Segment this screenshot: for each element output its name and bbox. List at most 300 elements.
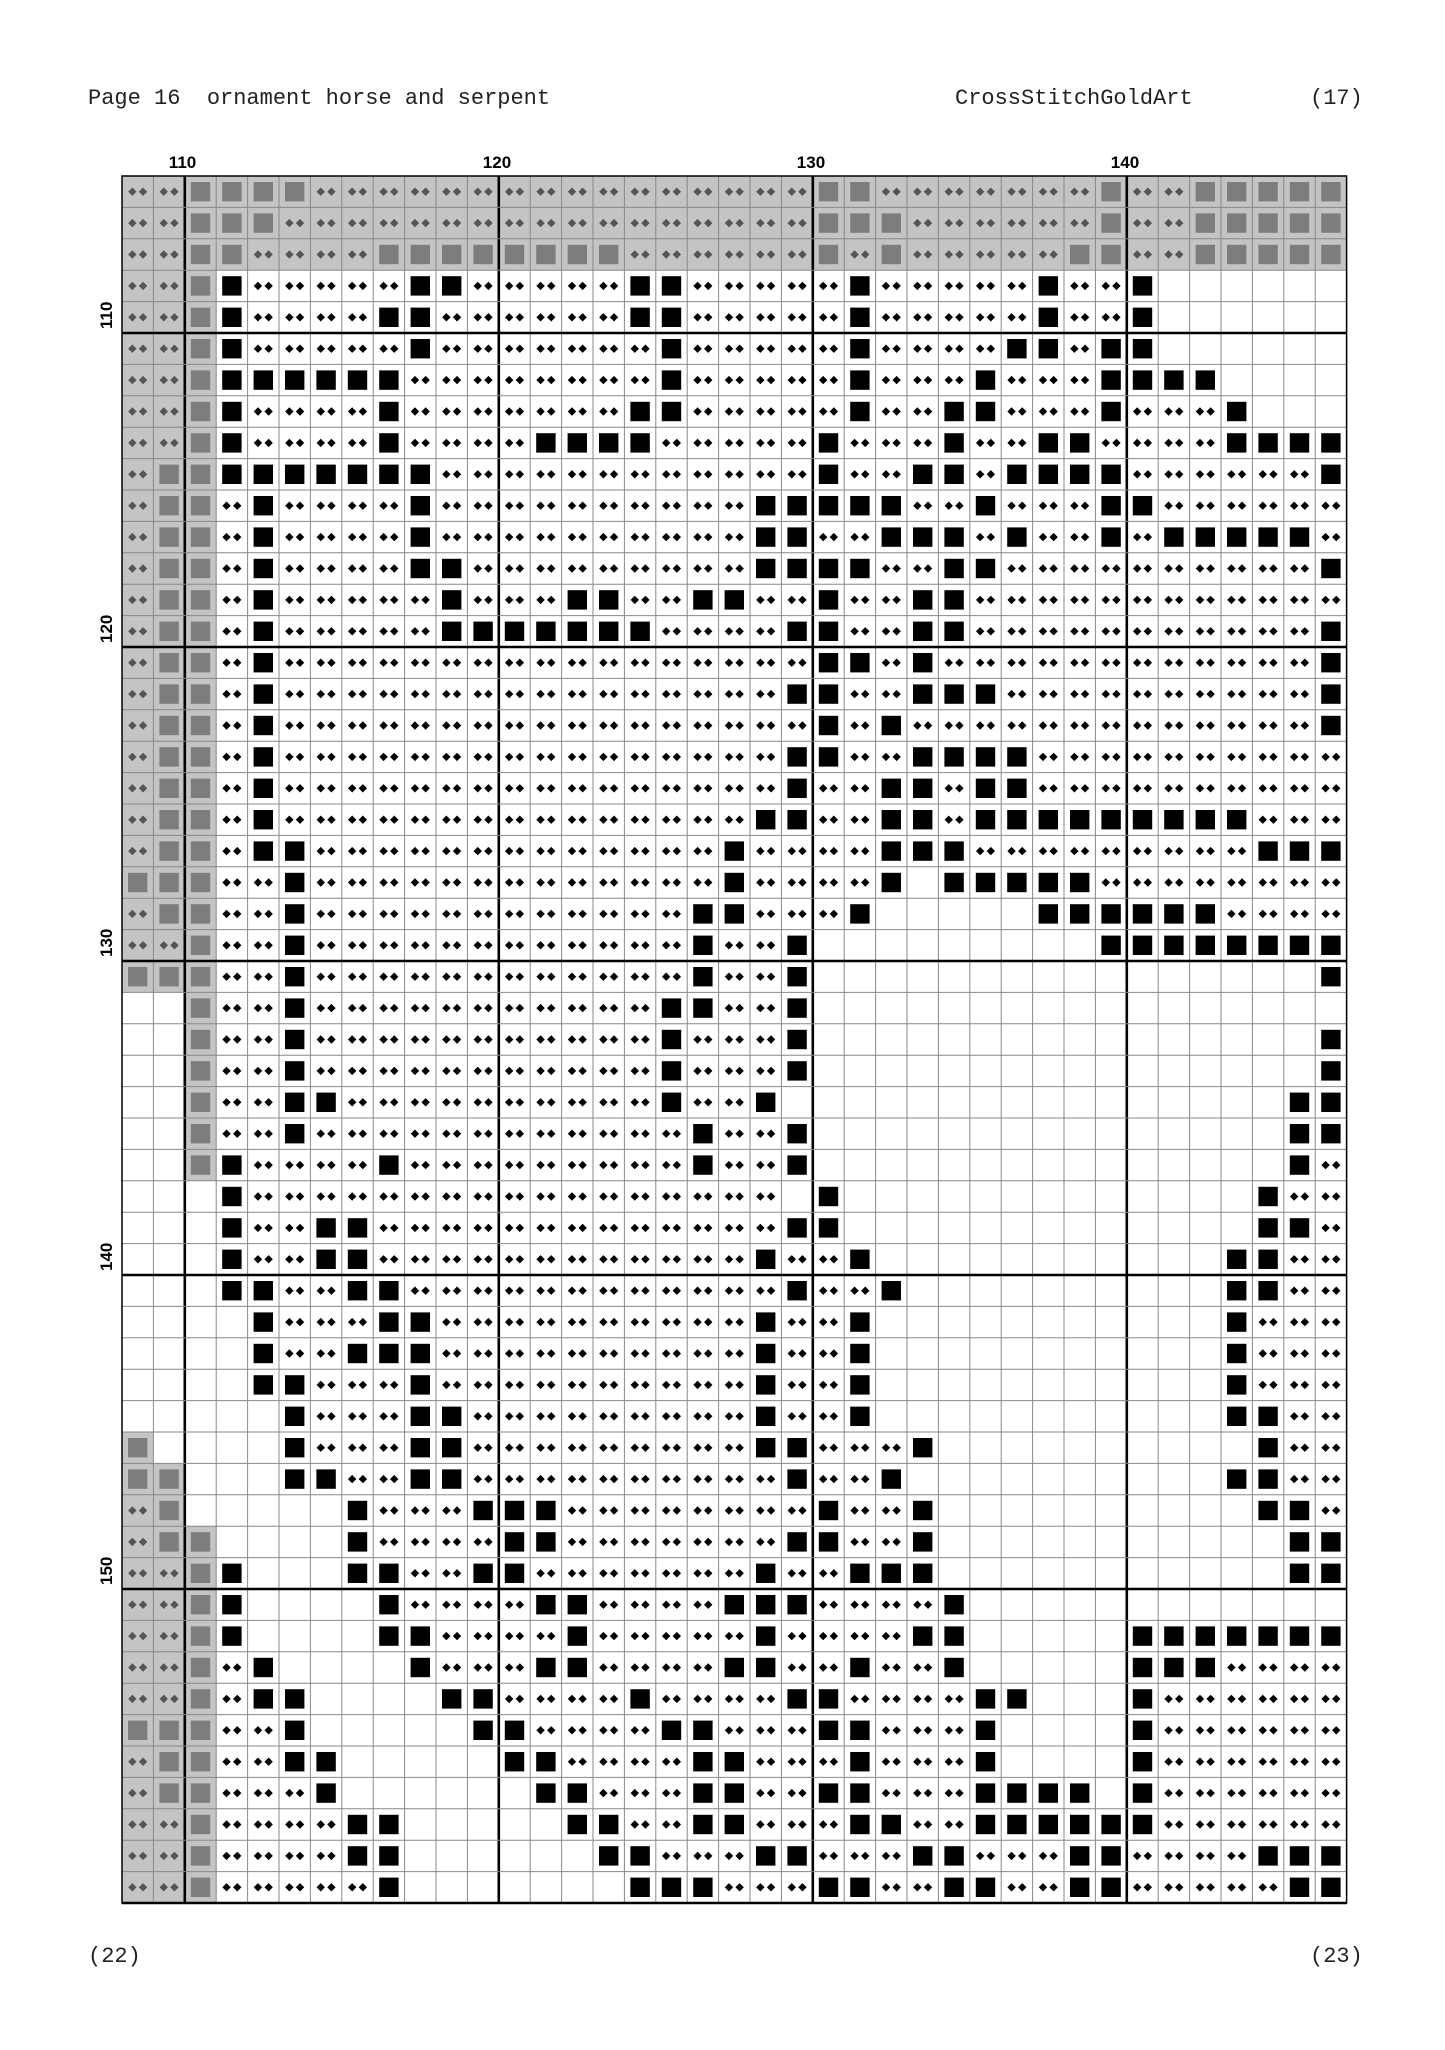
- diamond-symbol: [830, 376, 838, 384]
- diamond-symbol: [1269, 753, 1277, 761]
- diamond-symbol: [662, 1852, 670, 1860]
- stitch-square: [505, 622, 524, 641]
- stitch-square: [756, 1438, 775, 1457]
- diamond-symbol: [830, 910, 838, 918]
- diamond-symbol: [453, 1192, 461, 1200]
- diamond-symbol: [704, 1067, 712, 1075]
- diamond-symbol: [1259, 1789, 1267, 1797]
- stitch-square: [442, 622, 461, 641]
- diamond-symbol: [474, 282, 482, 290]
- diamond-symbol: [693, 533, 701, 541]
- diamond-symbol: [327, 313, 335, 321]
- diamond-symbol: [296, 1883, 304, 1891]
- diamond-symbol: [704, 533, 712, 541]
- diamond-symbol: [1144, 596, 1152, 604]
- diamond-symbol: [704, 313, 712, 321]
- diamond-symbol: [631, 1130, 639, 1138]
- diamond-symbol: [767, 910, 775, 918]
- diamond-symbol: [924, 1789, 932, 1797]
- diamond-symbol: [379, 1412, 387, 1420]
- diamond-symbol: [673, 1349, 681, 1357]
- stitch-square: [819, 1187, 838, 1206]
- diamond-symbol: [819, 910, 827, 918]
- diamond-symbol: [1332, 1224, 1340, 1232]
- diamond-symbol: [327, 1883, 335, 1891]
- overlap-square: [159, 559, 178, 578]
- diamond-symbol: [641, 1475, 649, 1483]
- stitch-square: [882, 779, 901, 798]
- stitch-square: [316, 465, 335, 484]
- stitch-square: [1039, 465, 1058, 484]
- diamond-symbol: [1196, 596, 1204, 604]
- diamond-symbol: [421, 1130, 429, 1138]
- overlap-square: [568, 245, 587, 264]
- diamond-symbol: [819, 847, 827, 855]
- diamond-symbol: [1112, 753, 1120, 761]
- diamond-symbol: [442, 1098, 450, 1106]
- stitch-square: [630, 276, 649, 295]
- diamond-symbol: [1321, 1192, 1329, 1200]
- diamond-symbol: [1133, 659, 1141, 667]
- diamond-symbol: [1227, 1695, 1235, 1703]
- overlap-cell: [153, 1620, 184, 1651]
- stitch-square: [913, 1501, 932, 1520]
- diamond-symbol: [662, 1789, 670, 1797]
- diamond-symbol: [233, 564, 241, 572]
- stitch-square: [1227, 433, 1246, 452]
- diamond-symbol: [421, 753, 429, 761]
- stitch-square: [1070, 465, 1089, 484]
- overlap-cell: [153, 1589, 184, 1620]
- stitch-square: [1101, 1878, 1120, 1897]
- diamond-symbol: [1301, 1820, 1309, 1828]
- diamond-symbol: [662, 816, 670, 824]
- diamond-symbol: [850, 1601, 858, 1609]
- diamond-symbol: [1196, 1883, 1204, 1891]
- overlap-square: [159, 684, 178, 703]
- stitch-square: [976, 684, 995, 703]
- diamond-symbol: [819, 1663, 827, 1671]
- overlap-cell: [436, 176, 467, 207]
- diamond-symbol: [945, 659, 953, 667]
- diamond-symbol: [830, 784, 838, 792]
- diamond-symbol: [662, 533, 670, 541]
- diamond-symbol: [1290, 564, 1298, 572]
- diamond-symbol: [578, 564, 586, 572]
- stitch-square: [379, 370, 398, 389]
- diamond-symbol: [662, 1412, 670, 1420]
- diamond-symbol: [1164, 878, 1172, 886]
- diamond-symbol: [725, 753, 733, 761]
- diamond-symbol: [411, 1255, 419, 1263]
- diamond-symbol: [735, 1883, 743, 1891]
- stitch-square: [787, 622, 806, 641]
- diamond-symbol: [631, 1444, 639, 1452]
- stitch-square: [787, 684, 806, 703]
- overlap-square: [1196, 213, 1215, 232]
- diamond-symbol: [641, 1412, 649, 1420]
- diamond-symbol: [254, 878, 262, 886]
- diamond-symbol: [411, 1067, 419, 1075]
- stitch-square: [1196, 527, 1215, 546]
- stitch-square: [1321, 1124, 1340, 1143]
- diamond-symbol: [861, 1475, 869, 1483]
- diamond-symbol: [379, 690, 387, 698]
- overlap-cell: [153, 1652, 184, 1683]
- diamond-symbol: [516, 878, 524, 886]
- diamond-symbol: [327, 1318, 335, 1326]
- stitch-square: [1227, 1375, 1246, 1394]
- stitch-square: [1321, 1030, 1340, 1049]
- diamond-symbol: [1290, 1381, 1298, 1389]
- diamond-symbol: [756, 1758, 764, 1766]
- diamond-symbol: [725, 659, 733, 667]
- diamond-symbol: [819, 1569, 827, 1577]
- diamond-symbol: [1196, 1695, 1204, 1703]
- diamond-symbol: [1206, 439, 1214, 447]
- diamond-symbol: [390, 1130, 398, 1138]
- diamond-symbol: [788, 1318, 796, 1326]
- stitch-square: [1321, 1061, 1340, 1080]
- diamond-symbol: [222, 1695, 230, 1703]
- diamond-symbol: [359, 1475, 367, 1483]
- diamond-symbol: [264, 1035, 272, 1043]
- diamond-symbol: [704, 1663, 712, 1671]
- diamond-symbol: [599, 1035, 607, 1043]
- diamond-symbol: [359, 1004, 367, 1012]
- diamond-symbol: [1206, 659, 1214, 667]
- stitch-square: [348, 1564, 367, 1583]
- diamond-symbol: [536, 1192, 544, 1200]
- diamond-symbol: [474, 596, 482, 604]
- diamond-symbol: [861, 690, 869, 698]
- diamond-symbol: [725, 1444, 733, 1452]
- diamond-symbol: [442, 1004, 450, 1012]
- diamond-symbol: [327, 1412, 335, 1420]
- stitch-square: [316, 1469, 335, 1488]
- diamond-symbol: [610, 1067, 618, 1075]
- diamond-symbol: [442, 1538, 450, 1546]
- diamond-symbol: [610, 1004, 618, 1012]
- diamond-symbol: [735, 1852, 743, 1860]
- diamond-symbol: [631, 941, 639, 949]
- overlap-square: [1101, 245, 1120, 264]
- overlap-cell: [122, 364, 153, 395]
- diamond-symbol: [233, 847, 241, 855]
- diamond-symbol: [693, 1601, 701, 1609]
- diamond-symbol: [955, 816, 963, 824]
- diamond-symbol: [641, 941, 649, 949]
- diamond-symbol: [631, 533, 639, 541]
- diamond-symbol: [1238, 1852, 1246, 1860]
- diamond-symbol: [756, 407, 764, 415]
- diamond-symbol: [568, 1412, 576, 1420]
- diamond-symbol: [1206, 407, 1214, 415]
- diamond-symbol: [568, 564, 576, 572]
- diamond-symbol: [924, 1758, 932, 1766]
- diamond-symbol: [599, 784, 607, 792]
- stitch-square: [285, 1061, 304, 1080]
- diamond-symbol: [285, 502, 293, 510]
- diamond-symbol: [1301, 596, 1309, 604]
- diamond-symbol: [285, 1820, 293, 1828]
- stitch-square: [1007, 873, 1026, 892]
- diamond-symbol: [536, 313, 544, 321]
- diamond-symbol: [1081, 533, 1089, 541]
- diamond-symbol: [599, 847, 607, 855]
- diamond-symbol: [987, 282, 995, 290]
- stitch-square: [1070, 1783, 1089, 1802]
- diamond-symbol: [348, 753, 356, 761]
- diamond-symbol: [662, 721, 670, 729]
- stitch-square: [756, 1375, 775, 1394]
- diamond-symbol: [474, 878, 482, 886]
- diamond-symbol: [285, 659, 293, 667]
- diamond-symbol: [1321, 1412, 1329, 1420]
- stitch-square: [1101, 527, 1120, 546]
- stitch-square: [1258, 1407, 1277, 1426]
- stitch-square: [316, 370, 335, 389]
- stitch-square: [787, 1218, 806, 1237]
- diamond-symbol: [1049, 690, 1057, 698]
- overlap-cell: [342, 176, 373, 207]
- diamond-symbol: [379, 816, 387, 824]
- stitch-square: [285, 936, 304, 955]
- diamond-symbol: [233, 502, 241, 510]
- overlap-cell: [593, 176, 624, 207]
- diamond-symbol: [484, 533, 492, 541]
- diamond-symbol: [599, 1412, 607, 1420]
- diamond-symbol: [673, 1130, 681, 1138]
- diamond-symbol: [1175, 502, 1183, 510]
- diamond-symbol: [1102, 690, 1110, 698]
- stitch-square: [882, 873, 901, 892]
- diamond-symbol: [536, 1726, 544, 1734]
- overlap-square: [819, 213, 838, 232]
- diamond-symbol: [767, 721, 775, 729]
- diamond-symbol: [348, 1381, 356, 1389]
- diamond-symbol: [1196, 753, 1204, 761]
- stitch-cells: [122, 176, 1347, 1903]
- diamond-symbol: [264, 1098, 272, 1106]
- diamond-symbol: [421, 407, 429, 415]
- diamond-symbol: [484, 502, 492, 510]
- overlap-cell: [122, 1495, 153, 1526]
- diamond-symbol: [568, 1067, 576, 1075]
- diamond-symbol: [913, 407, 921, 415]
- diamond-symbol: [222, 533, 230, 541]
- diamond-symbol: [516, 439, 524, 447]
- stitch-square: [1321, 1626, 1340, 1645]
- overlap-cell: [624, 207, 655, 238]
- diamond-symbol: [1321, 1758, 1329, 1766]
- diamond-symbol: [390, 596, 398, 604]
- diamond-symbol: [662, 1444, 670, 1452]
- diamond-symbol: [673, 910, 681, 918]
- diamond-symbol: [254, 1192, 262, 1200]
- stitch-square: [1133, 1815, 1152, 1834]
- diamond-symbol: [767, 784, 775, 792]
- diamond-symbol: [693, 1224, 701, 1232]
- diamond-symbol: [411, 376, 419, 384]
- stitch-square: [1164, 810, 1183, 829]
- diamond-symbol: [830, 1444, 838, 1452]
- stitch-square: [819, 1783, 838, 1802]
- diamond-symbol: [725, 1506, 733, 1514]
- diamond-symbol: [317, 1130, 325, 1138]
- overlap-square: [159, 779, 178, 798]
- diamond-symbol: [1301, 1663, 1309, 1671]
- diamond-symbol: [1175, 1820, 1183, 1828]
- stitch-square: [882, 841, 901, 860]
- diamond-symbol: [788, 1349, 796, 1357]
- diamond-symbol: [610, 345, 618, 353]
- diamond-symbol: [892, 1632, 900, 1640]
- diamond-symbol: [1164, 1695, 1172, 1703]
- diamond-symbol: [327, 1852, 335, 1860]
- diamond-symbol: [547, 564, 555, 572]
- diamond-symbol: [641, 1381, 649, 1389]
- diamond-symbol: [913, 1663, 921, 1671]
- diamond-symbol: [421, 941, 429, 949]
- diamond-symbol: [850, 1287, 858, 1295]
- diamond-symbol: [1144, 564, 1152, 572]
- overlap-cell: [907, 239, 938, 270]
- stitch-square: [756, 1312, 775, 1331]
- diamond-symbol: [516, 1632, 524, 1640]
- diamond-symbol: [1196, 1758, 1204, 1766]
- diamond-symbol: [1102, 878, 1110, 886]
- overlap-square: [191, 1878, 210, 1897]
- overlap-square: [505, 245, 524, 264]
- diamond-symbol: [254, 313, 262, 321]
- diamond-symbol: [1144, 1852, 1152, 1860]
- stitch-square: [976, 873, 995, 892]
- diamond-symbol: [1206, 753, 1214, 761]
- diamond-symbol: [264, 407, 272, 415]
- diamond-symbol: [704, 439, 712, 447]
- diamond-symbol: [1301, 1789, 1309, 1797]
- diamond-symbol: [516, 1192, 524, 1200]
- stitch-square: [442, 276, 461, 295]
- diamond-symbol: [641, 973, 649, 981]
- diamond-symbol: [662, 1569, 670, 1577]
- diamond-symbol: [610, 878, 618, 886]
- overlap-square: [411, 245, 430, 264]
- diamond-symbol: [955, 659, 963, 667]
- diamond-symbol: [327, 1349, 335, 1357]
- diamond-symbol: [379, 1475, 387, 1483]
- stitch-square: [787, 967, 806, 986]
- diamond-symbol: [1070, 407, 1078, 415]
- diamond-symbol: [348, 345, 356, 353]
- diamond-symbol: [631, 1098, 639, 1106]
- diamond-symbol: [359, 1161, 367, 1169]
- stitch-square: [944, 1626, 963, 1645]
- stitch-square: [1007, 527, 1026, 546]
- diamond-symbol: [390, 627, 398, 635]
- diamond-symbol: [379, 1224, 387, 1232]
- diamond-symbol: [767, 690, 775, 698]
- diamond-symbol: [830, 1632, 838, 1640]
- diamond-symbol: [1007, 313, 1015, 321]
- diamond-symbol: [348, 721, 356, 729]
- diamond-symbol: [474, 1192, 482, 1200]
- diamond-symbol: [913, 439, 921, 447]
- diamond-symbol: [735, 1318, 743, 1326]
- overlap-square: [191, 370, 210, 389]
- stitch-square: [1101, 1815, 1120, 1834]
- diamond-symbol: [1018, 313, 1026, 321]
- diamond-symbol: [1206, 1758, 1214, 1766]
- diamond-symbol: [1049, 1852, 1057, 1860]
- diamond-symbol: [359, 282, 367, 290]
- stitch-square: [473, 1564, 492, 1583]
- diamond-symbol: [505, 659, 513, 667]
- diamond-symbol: [987, 470, 995, 478]
- diamond-symbol: [390, 533, 398, 541]
- diamond-symbol: [516, 1130, 524, 1138]
- diamond-symbol: [421, 1192, 429, 1200]
- diamond-symbol: [411, 1538, 419, 1546]
- diamond-symbol: [254, 1004, 262, 1012]
- diamond-symbol: [453, 816, 461, 824]
- diamond-symbol: [955, 1726, 963, 1734]
- diamond-symbol: [610, 1569, 618, 1577]
- diamond-symbol: [536, 1287, 544, 1295]
- diamond-symbol: [662, 1318, 670, 1326]
- diamond-symbol: [693, 439, 701, 447]
- stitch-square: [630, 1689, 649, 1708]
- stitch-square: [411, 496, 430, 515]
- diamond-symbol: [767, 1067, 775, 1075]
- row-number-label: 150: [97, 1556, 116, 1585]
- diamond-symbol: [1227, 1663, 1235, 1671]
- overlap-square: [191, 1093, 210, 1112]
- stitch-square: [630, 433, 649, 452]
- diamond-symbol: [1301, 784, 1309, 792]
- overlap-square: [191, 1783, 210, 1802]
- diamond-symbol: [725, 784, 733, 792]
- diamond-symbol: [411, 1601, 419, 1609]
- diamond-symbol: [830, 1318, 838, 1326]
- diamond-symbol: [484, 847, 492, 855]
- diamond-symbol: [1196, 784, 1204, 792]
- stitch-square: [882, 527, 901, 546]
- diamond-symbol: [725, 1224, 733, 1232]
- diamond-symbol: [756, 910, 764, 918]
- diamond-symbol: [913, 1820, 921, 1828]
- diamond-symbol: [1007, 407, 1015, 415]
- diamond-symbol: [693, 407, 701, 415]
- diamond-symbol: [285, 1224, 293, 1232]
- stitch-square: [1101, 465, 1120, 484]
- diamond-symbol: [1206, 721, 1214, 729]
- diamond-symbol: [892, 1726, 900, 1734]
- overlap-cell: [624, 176, 655, 207]
- diamond-symbol: [1332, 1192, 1340, 1200]
- diamond-symbol: [317, 1004, 325, 1012]
- diamond-symbol: [442, 878, 450, 886]
- stitch-square: [693, 904, 712, 923]
- diamond-symbol: [285, 1852, 293, 1860]
- diamond-symbol: [693, 313, 701, 321]
- diamond-symbol: [578, 282, 586, 290]
- diamond-symbol: [1049, 376, 1057, 384]
- diamond-symbol: [484, 1130, 492, 1138]
- diamond-symbol: [222, 564, 230, 572]
- diamond-symbol: [641, 1569, 649, 1577]
